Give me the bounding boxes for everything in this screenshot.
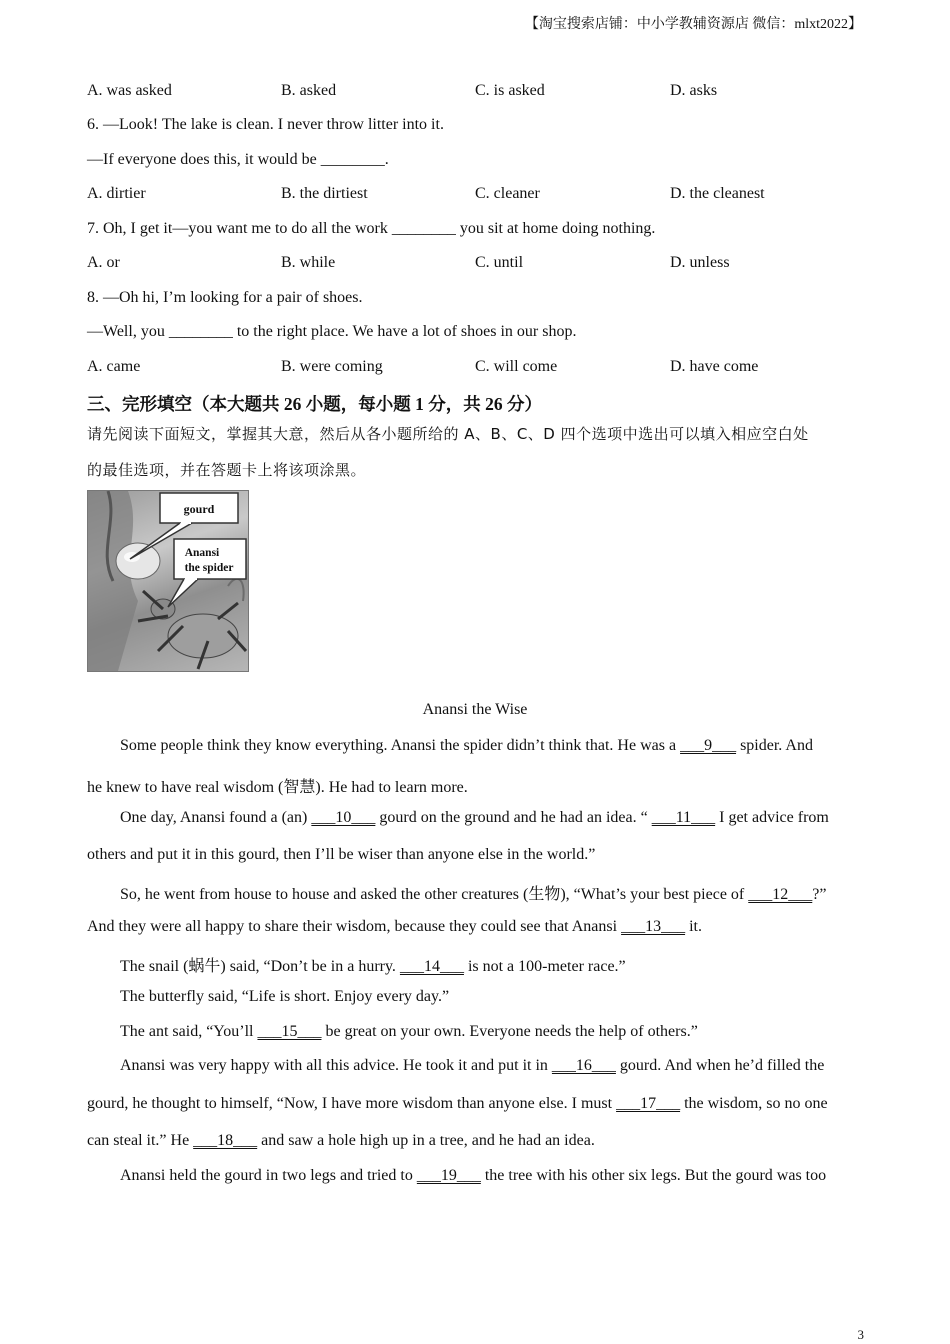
story-text: Some people think they know everything. Anansi the spider didn’t think that. He was a: [120, 737, 681, 754]
story-text: gourd. And when he’d filled the: [615, 1057, 825, 1074]
section-title: 三、完形填空（本大题共 26 小题，每小题 1 分，共 26 分）: [87, 394, 542, 414]
q7-option-d: D. unless: [670, 254, 730, 271]
q7-line1: 7. Oh, I get it—you want me to do all the work ________ you sit at home doing nothing.: [87, 220, 656, 237]
q5-option-d: D. asks: [670, 82, 718, 99]
story-text: the wisdom, so no one: [680, 1095, 828, 1112]
q6-option-c: C. cleaner: [475, 185, 540, 202]
blank-11: ___11___: [651, 809, 716, 826]
story-p3-line2: [87, 918, 702, 936]
blank-14: ___14___: [399, 958, 464, 975]
story-p8-line1: [120, 1167, 826, 1185]
story-p3-line1: [120, 881, 826, 904]
story-text: The ant said, “You’ll: [120, 1023, 258, 1040]
story-p2-line1: [120, 809, 829, 827]
blank-17: ___17___: [616, 1095, 681, 1112]
blank-19: ___19___: [416, 1167, 481, 1184]
story-text: One day, Anansi found a (an): [120, 809, 312, 826]
q7-option-b: B. while: [281, 254, 336, 271]
blank-9: ___9___: [680, 737, 737, 754]
story-text: can steal it.” He: [87, 1132, 194, 1149]
anansi-illustration: [87, 490, 249, 672]
story-p6: [120, 1023, 698, 1041]
story-p5: The butterfly said, “Life is short. Enjoy every day.”: [120, 988, 450, 1005]
story-text: it.: [685, 918, 702, 935]
q5-option-a: A. was asked: [87, 82, 172, 99]
story-text: gourd on the ground and he had an idea. “: [375, 809, 652, 826]
story-p4: [120, 953, 626, 976]
q6-option-a: A. dirtier: [87, 185, 146, 202]
q6-line1: 6. —Look! The lake is clean. I never throw litter into it.: [87, 116, 444, 133]
q6-option-d: D. the cleanest: [670, 185, 765, 202]
page-header: 【淘宝搜索店铺：中小学教辅资源店 微信：mlxt2022】: [524, 17, 862, 32]
page-number: 3: [857, 1327, 864, 1342]
q7-option-a: A. or: [87, 254, 120, 271]
q8-option-d: D. have come: [670, 358, 759, 375]
story-text: the tree with his other six legs. But the gourd was too: [480, 1167, 827, 1184]
q7-option-c: C. until: [475, 254, 524, 271]
q8-option-b: B. were coming: [281, 358, 383, 375]
story-text: The snail (蜗牛) said, “Don’t be in a hurry.: [120, 958, 400, 975]
callout-anansi-label-1: Anansi: [184, 547, 220, 559]
section-instruction-line1: 请先阅读下面短文，掌握其大意，然后从各小题所给的 A、B、C、D 四个选项中选出可以填入相应空白处: [87, 425, 809, 443]
blank-12: ___12___: [748, 886, 813, 903]
story-p7-line1: [120, 1057, 824, 1075]
blank-10: ___10___: [311, 809, 376, 826]
story-text: is not a 100-meter race.”: [463, 958, 626, 975]
story-text: ?”: [812, 886, 827, 903]
story-text: and saw a hole high up in a tree, and he had an idea.: [257, 1132, 595, 1149]
section-instruction-line2: 的最佳选项，并在答题卡上将该项涂黑。: [87, 461, 367, 479]
q8-option-a: A. came: [87, 358, 141, 375]
callout-gourd-label: gourd: [183, 502, 215, 516]
q6-line2: —If everyone does this, it would be ________.: [87, 151, 389, 168]
blank-15: ___15___: [257, 1023, 322, 1040]
story-text: And they were all happy to share their wisdom, because they could see that Anansi: [87, 918, 622, 935]
q8-option-c: C. will come: [475, 358, 558, 375]
story-p2-line2: others and put it in this gourd, then I’ll be wiser than anyone else in the world.”: [87, 846, 596, 863]
story-text: Anansi was very happy with all this advice. He took it and put it in: [120, 1057, 552, 1074]
story-text: So, he went from house to house and asked the other creatures (生物), “What’s your best piece of: [120, 886, 749, 903]
q8-line1: 8. —Oh hi, I’m looking for a pair of shoes.: [87, 289, 363, 306]
story-p1-line1: [120, 737, 813, 755]
blank-13: ___13___: [621, 918, 686, 935]
story-p1-line2: he knew to have real wisdom (智慧). He had to learn more.: [87, 779, 468, 796]
blank-18: ___18___: [193, 1132, 258, 1149]
story-text: be great on your own. Everyone needs the help of others.”: [321, 1023, 698, 1040]
story-text: I get advice from: [715, 809, 829, 826]
blank-16: ___16___: [551, 1057, 616, 1074]
q5-option-b: B. asked: [281, 82, 337, 99]
story-text: gourd, he thought to himself, “Now, I have more wisdom than anyone else. I must: [87, 1095, 617, 1112]
q8-line2: —Well, you ________ to the right place. We have a lot of shoes in our shop.: [87, 323, 577, 340]
story-text: Anansi held the gourd in two legs and tried to: [120, 1167, 417, 1184]
story-p7-line2: [87, 1095, 828, 1113]
q6-option-b: B. the dirtiest: [281, 185, 368, 202]
story-text: spider. And: [736, 737, 813, 754]
q5-option-c: C. is asked: [475, 82, 545, 99]
callout-anansi-label-2: the spider: [184, 562, 234, 574]
story-title: Anansi the Wise: [422, 701, 528, 718]
anansi-drawing: [88, 491, 248, 671]
story-p7-line3: [87, 1132, 595, 1150]
